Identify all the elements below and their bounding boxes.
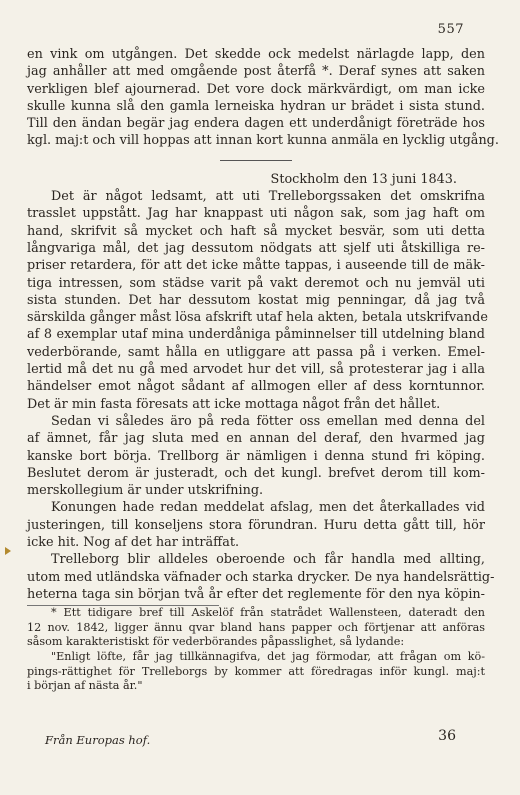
dateline: Stockholm den 13 juni 1843. — [270, 171, 457, 187]
intro-paragraph — [27, 46, 499, 150]
text-line: tiga intressen, som städse varit på vakt deremot och nu jemväl uti — [27, 275, 485, 291]
footnote-line: "Enligt löfte, får jag tillkännagifva, det jag förmodar, att frågan om kö- — [51, 649, 485, 663]
text-line: Konungen hade redan meddelat afslag, men det återkallades vid — [51, 500, 485, 516]
text-line: merskollegium är under utskrifning. — [27, 483, 264, 499]
text-line: långvariga mål, det jag dessutom nödgats att sjelf uti åtskilliga re- — [27, 240, 485, 256]
footnote-line: pings-rättighet för Trelleborgs by kommer att föredragas inför kungl. maj:t — [27, 664, 485, 678]
signature-mark: Från Europas hof. — [45, 733, 151, 747]
letter-body — [27, 171, 495, 603]
footnote-line: såsom karakteristiskt för vederbörandes påpasslighet, så lydande: — [27, 635, 405, 649]
text-line: priser retardera, för att det icke måtte tappas, i auseende till de mäk- — [27, 258, 485, 274]
text-line: hand, skrifvit så mycket och haft så mycket besvär, som uti detta — [27, 223, 485, 239]
page-number: 557 — [437, 22, 464, 37]
text-line: heterna taga sin början två år efter det reglemente för den nya köpin- — [27, 586, 485, 602]
text-line: af ämnet, får jag sluta med en annan del deraf, den hvarmed jag — [27, 431, 485, 447]
text-line: Till den ändan begär jag endera dagen ett underdånigt företräde hos — [27, 116, 485, 132]
text-line: Beslutet derom är justeradt, och det kungl. brefvet derom till kom- — [27, 465, 485, 481]
text-line: trasslet uppstått. Jag har knappast uti någon sak, som jag haft om — [27, 206, 485, 222]
footnote-line: 12 nov. 1842, ligger ännu qvar bland hans papper och förtjenar att anföras — [27, 620, 485, 634]
text-line: särskilda gånger måst lösa afskrift utaf hela akten, betala utskrifvande — [27, 310, 488, 326]
text-line: jag anhåller att med omgående post återfå *. Deraf synes att saken — [27, 64, 485, 80]
text-line: icke hit. Nog af det har inträffat. — [27, 535, 240, 551]
page-body — [27, 46, 499, 694]
section-divider — [220, 160, 292, 161]
text-line: sista stunden. Det har dessutom kostat mig penningar, då jag två — [27, 292, 485, 308]
text-line: utom med utländska väfnader och starka drycker. De nya handelsrättig- — [27, 569, 495, 585]
text-line: af 8 exemplar utaf mina underdåniga påminnelser till utdelning bland — [27, 327, 485, 343]
margin-marker — [5, 547, 11, 555]
text-line: verkligen blef ajournerad. Det vore dock märkvärdigt, om man icke — [27, 81, 485, 97]
text-line: lertid må det nu gå med arvodet hur det vill, så protesterar jag i alla — [27, 362, 485, 378]
text-line: justeringen, till konseljens stora förundran. Huru detta gått till, hör — [27, 517, 485, 533]
text-line: en vink om utgången. Det skedde ock medelst närlagde lapp, den — [27, 47, 485, 62]
text-line: Det är något ledsamt, att uti Trelleborgssaken det omskrifna — [51, 189, 485, 205]
signature-number: 36 — [438, 728, 456, 744]
text-line: Trelleborg blir alldeles oberoende och får handla med allting, — [51, 552, 485, 568]
footnote — [27, 606, 485, 694]
text-line: kanske bort börja. Trellborg är nämligen i denna stund fri köping. — [27, 448, 485, 464]
text-line: skulle kunna slå den gamla lerneiska hydran ur brädet i sista stund. — [27, 98, 485, 114]
text-line: Sedan vi således äro på reda fötter oss emellan med denna del — [51, 413, 485, 429]
text-line: händelser emot något sådant af allmogen eller af dess korntunnor. — [27, 379, 485, 395]
text-line: vederbörande, samt hålla en utliggare att passa på i verken. Emel- — [27, 344, 485, 360]
footnote-line: * Ett tidigare bref till Askelöf från statrådet Wallensteen, dateradt den — [51, 606, 485, 620]
text-line: Det är min fasta föresats att icke mottaga något från det hållet. — [27, 396, 441, 412]
text-line: kgl. maj:t och vill hoppas att innan kort kunna anmäla en lycklig utgång. — [27, 133, 499, 149]
footnote-line: i början af nästa år." — [27, 679, 143, 693]
